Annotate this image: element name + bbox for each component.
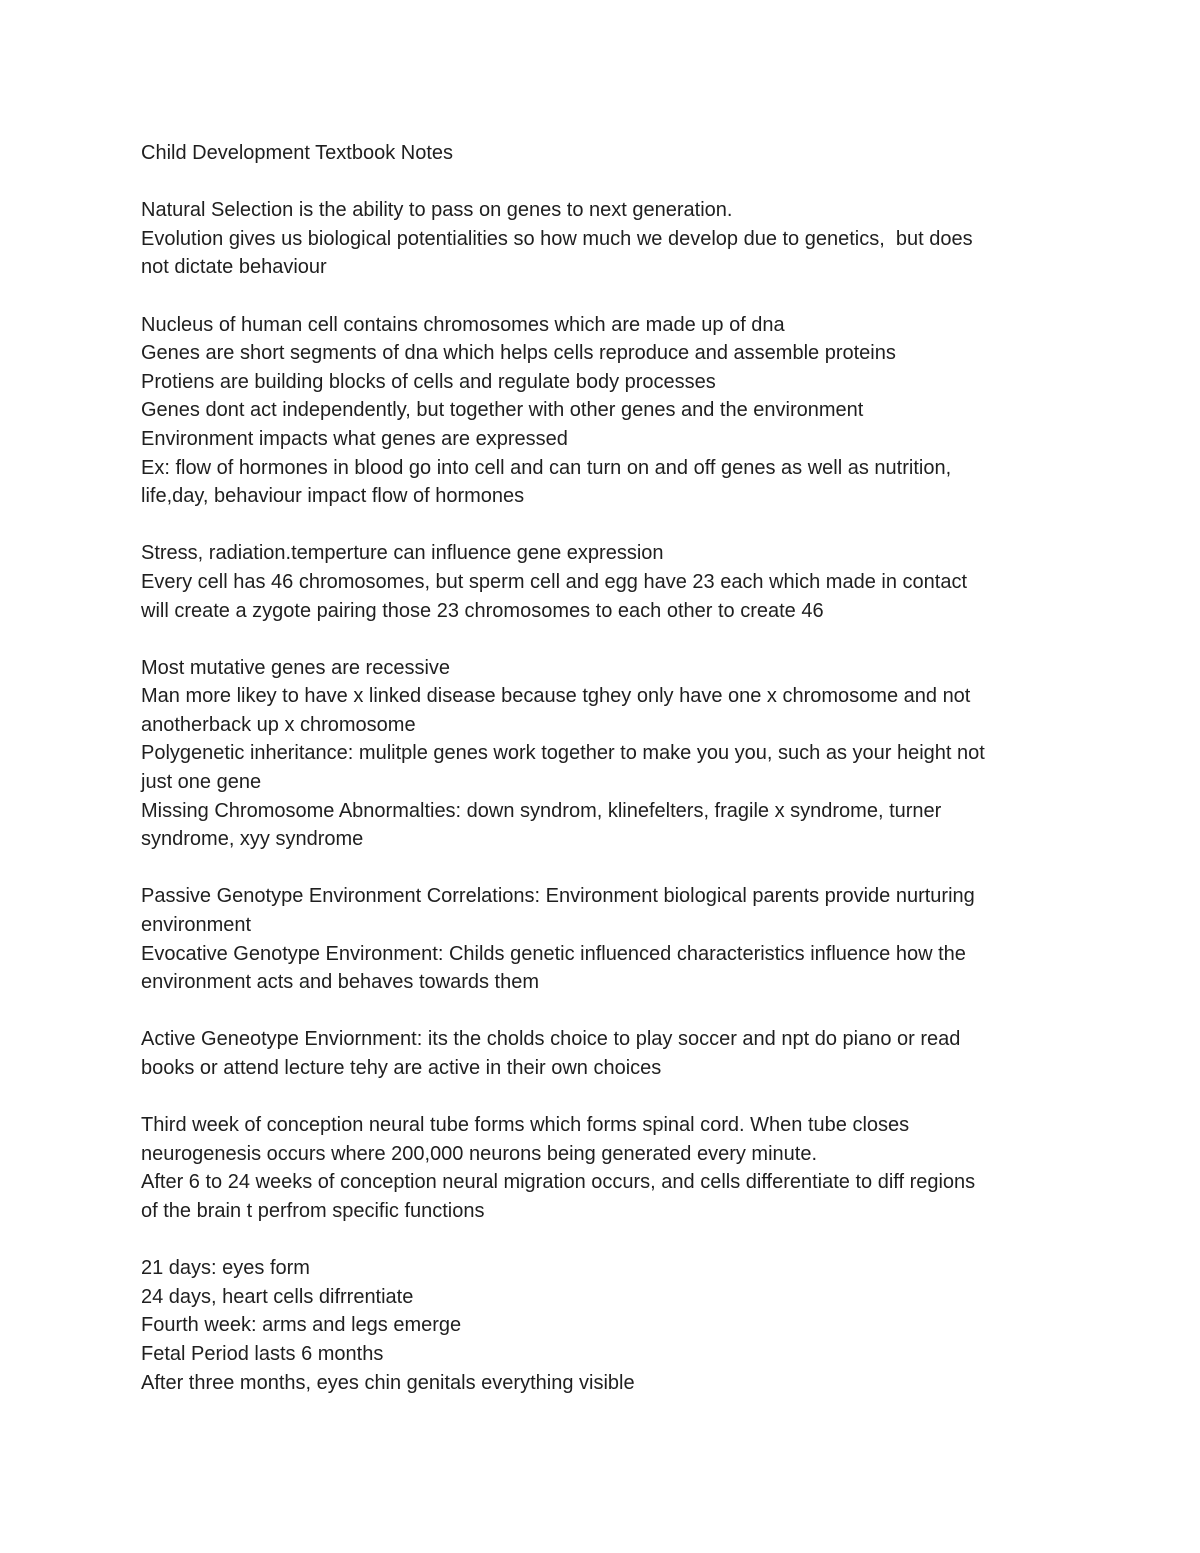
- text-line: Genes dont act independently, but together with other genes and the environment: [141, 399, 864, 422]
- paragraph-gap: [141, 854, 1071, 883]
- notes-paragraph: [141, 1111, 1071, 1225]
- text-line: life,day, behaviour impact flow of hormones: [141, 485, 525, 508]
- text-line: Nucleus of human cell contains chromosomes which are made up of dna: [141, 313, 785, 336]
- notes-paragraph: [141, 882, 1071, 996]
- text-line: Environment impacts what genes are expressed: [141, 427, 568, 450]
- text-line: Most mutative genes are recessive: [141, 656, 451, 679]
- text-line: Third week of conception neural tube forms which forms spinal cord. When tube closes: [141, 1114, 910, 1137]
- text-line: anotherback up x chromosome: [141, 713, 416, 736]
- text-line: Fourth week: arms and legs emerge: [141, 1314, 462, 1337]
- text-line: Evocative Genotype Environment: Childs genetic influenced characteristics influence how the: [141, 942, 966, 965]
- text-line: just one gene: [141, 771, 262, 794]
- text-line: Fetal Period lasts 6 months: [141, 1342, 384, 1365]
- text-line: syndrome, xyy syndrome: [141, 828, 364, 851]
- text-line: Active Geneotype Enviornment: its the cholds choice to play soccer and npt do piano or read: [141, 1028, 961, 1051]
- text-line: Protiens are building blocks of cells and regulate body processes: [141, 370, 716, 393]
- document-title: Child Development Textbook Notes: [141, 142, 454, 164]
- text-line: environment: [141, 914, 252, 937]
- notes-paragraph: [141, 196, 1071, 282]
- notes-paragraph: [141, 539, 1071, 625]
- notes-paragraph: [141, 654, 1071, 854]
- text-line: environment acts and behaves towards them: [141, 971, 539, 994]
- text-line: 21 days: eyes form: [141, 1257, 310, 1280]
- text-line: Missing Chromosome Abnormalties: down syndrom, klinefelters, fragile x syndrome, turner: [141, 799, 942, 822]
- paragraph-gap: [141, 1083, 1071, 1112]
- text-line: Passive Genotype Environment Correlations: Environment biological parents provide nurturing: [141, 885, 975, 908]
- paragraph-gap: [141, 168, 1071, 197]
- paragraph-gap: [141, 625, 1071, 654]
- text-line: Evolution gives us biological potentialities so how much we develop due to genetics, but does: [141, 227, 973, 250]
- text-line: will create a zygote pairing those 23 chromosomes to each other to create 46: [141, 599, 824, 622]
- notes-paragraph: [141, 1254, 1071, 1397]
- notes-paragraph: [141, 311, 1071, 511]
- text-line: Polygenetic inheritance: mulitple genes work together to make you you, such as your height not: [141, 742, 985, 765]
- text-line: 24 days, heart cells difrrentiate: [141, 1285, 414, 1308]
- notes-body: [141, 168, 1071, 1398]
- text-line: After 6 to 24 weeks of conception neural migration occurs, and cells differentiate to diff regions: [141, 1171, 976, 1194]
- paragraph-gap: [141, 997, 1071, 1026]
- text-line: Natural Selection is the ability to pass on genes to next generation.: [141, 199, 733, 222]
- text-line: Stress, radiation.temperture can influence gene expression: [141, 542, 664, 565]
- text-line: After three months, eyes chin genitals everything visible: [141, 1371, 635, 1394]
- text-line: books or attend lecture tehy are active in their own choices: [141, 1057, 662, 1079]
- text-line: of the brain t perfrom specific functions: [141, 1199, 485, 1222]
- text-line: Man more likey to have x linked disease because tghey only have one x chromosome and not: [141, 685, 971, 708]
- paragraph-gap: [141, 511, 1071, 540]
- paragraph-gap: [141, 1226, 1071, 1255]
- document-page: [141, 139, 1071, 1397]
- text-line: not dictate behaviour: [141, 256, 327, 279]
- paragraph-gap: [141, 282, 1071, 311]
- text-line: Ex: flow of hormones in blood go into cell and can turn on and off genes as well as nutrition,: [141, 456, 952, 479]
- text-line: neurogenesis occurs where 200,000 neurons being generated every minute.: [141, 1142, 817, 1165]
- text-line: Every cell has 46 chromosomes, but sperm cell and egg have 23 each which made in contact: [141, 570, 967, 593]
- notes-paragraph: [141, 1025, 1071, 1082]
- text-line: Genes are short segments of dna which helps cells reproduce and assemble proteins: [141, 342, 896, 365]
